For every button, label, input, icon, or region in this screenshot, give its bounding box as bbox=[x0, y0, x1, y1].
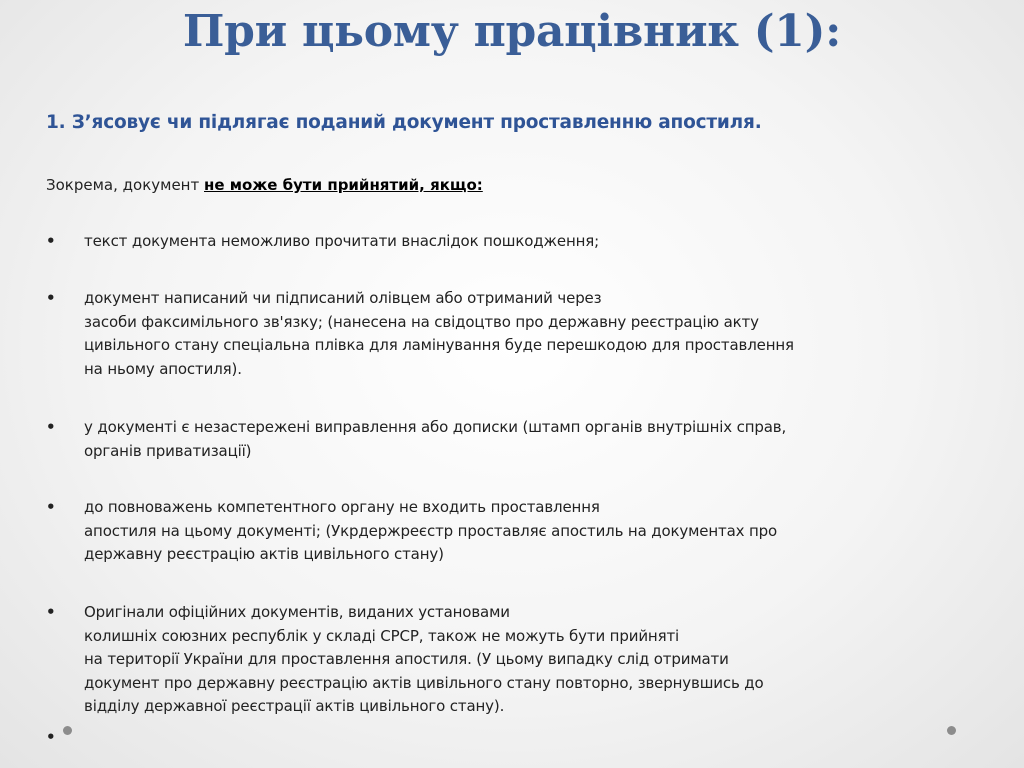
section-heading: 1. З’ясовує чи підлягає поданий документ проставленню апостиля. bbox=[46, 112, 762, 133]
bullet-line: засоби факсимільного зв'язку; (нанесена на свідоцтво про державну реєстрацію акту bbox=[84, 312, 759, 331]
bullet-text bbox=[84, 496, 986, 567]
bullet-line: апостиля на цьому документі; (Укрдержреєстр проставляє апостиль на документах про bbox=[84, 521, 778, 540]
bullet-line: Оригінали офіційних документів, виданих установами bbox=[84, 603, 510, 621]
bullet-item bbox=[46, 287, 986, 381]
intro-emphasis: не може бути прийнятий, якщо: bbox=[204, 176, 483, 194]
bullet-text bbox=[84, 230, 986, 254]
bullet-marker: • bbox=[46, 232, 56, 250]
decorative-dot-icon bbox=[63, 726, 72, 735]
bullet-line: органів приватизації) bbox=[84, 441, 252, 460]
bullet-item bbox=[46, 230, 986, 254]
bullet-text bbox=[84, 601, 986, 719]
bullet-line: державну реєстрацію актів цивільного стану) bbox=[84, 545, 444, 563]
bullet-item bbox=[46, 601, 986, 719]
bullet-text bbox=[84, 287, 986, 381]
bullet-marker: • bbox=[46, 289, 56, 307]
bullet-marker: • bbox=[46, 498, 56, 516]
bullet-text bbox=[84, 416, 986, 463]
bullet-marker: • bbox=[46, 603, 56, 621]
bullet-line: текст документа неможливо прочитати внаслідок пошкодження; bbox=[84, 232, 600, 250]
bullet-item bbox=[46, 416, 986, 463]
bullet-line: цивільного стану спеціальна плівка для ламінування буде перешкодою для проставлення bbox=[84, 336, 794, 354]
bullet-marker: • bbox=[46, 728, 56, 746]
bullet-line: документ написаний чи підписаний олівцем або отриманий через bbox=[84, 289, 602, 307]
bullet-line: на ньому апостиля). bbox=[84, 359, 242, 378]
bullet-item bbox=[46, 496, 986, 567]
bullet-line: до повноважень компетентного органу не входить проставлення bbox=[84, 498, 600, 516]
decorative-dot-icon bbox=[947, 726, 956, 735]
bullet-line: колишніх союзних республік у складі СРСР, також не можуть бути прийняті bbox=[84, 626, 680, 645]
bullet-line: у документі є незастережені виправлення або дописки (штамп органів внутрішніх справ, bbox=[84, 418, 787, 436]
bullet-marker: • bbox=[46, 418, 56, 436]
slide-title: При цьому працівник (1): bbox=[182, 6, 842, 57]
bullet-line: документ про державну реєстрацію актів цивільного стану повторно, звернувшись до bbox=[84, 673, 764, 692]
bullet-line: на території України для проставлення апостиля. (У цьому випадку слід отримати bbox=[84, 650, 729, 668]
bullet-line: відділу державної реєстрації актів цивільного стану). bbox=[84, 697, 505, 715]
intro-text: Зокрема, документ bbox=[46, 176, 204, 194]
intro-paragraph bbox=[46, 174, 483, 196]
